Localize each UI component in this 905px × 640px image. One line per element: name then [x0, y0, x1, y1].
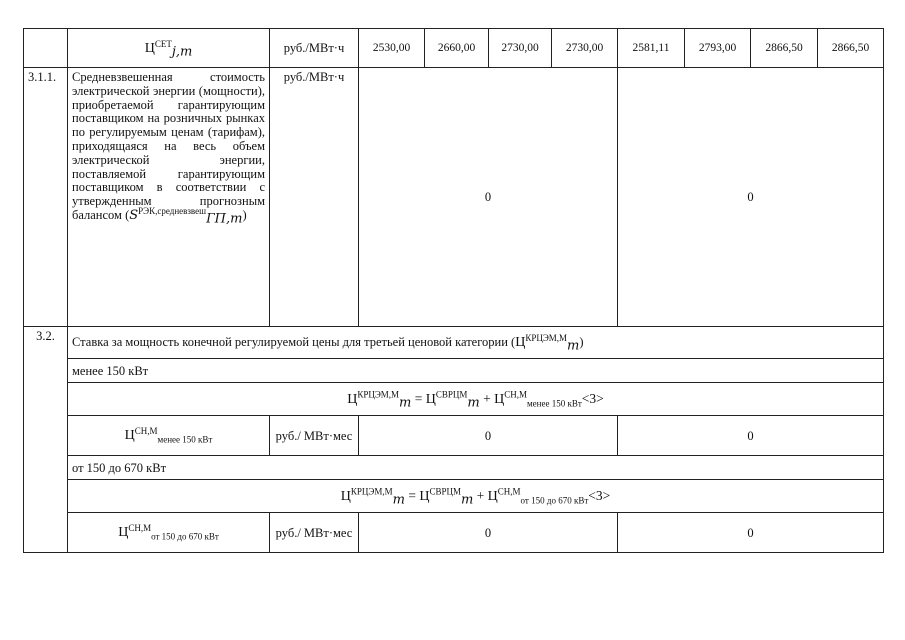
row-number: 3.1.1.	[24, 68, 68, 327]
table-row	[24, 327, 884, 359]
value-cell: 2866,50	[751, 29, 818, 68]
unit-cell: руб./МВт·ч	[270, 29, 359, 68]
value-cell: 2581,11	[618, 29, 685, 68]
section-title-sub: m	[567, 338, 580, 354]
table-row	[24, 513, 884, 553]
description-symbol-sup: РЭК,средневзвеш	[138, 205, 207, 216]
section-title-sup: КРЦЭМ,М	[525, 332, 568, 343]
row-number: 3.2.	[24, 327, 68, 553]
value-cell: 2660,00	[425, 29, 489, 68]
unit-cell: руб./ МВт·мес	[270, 416, 359, 456]
group-label: менее 150 кВт	[68, 359, 884, 383]
table-row	[24, 480, 884, 513]
symbol: Ц	[144, 40, 155, 56]
table-row	[24, 383, 884, 416]
table-row	[24, 359, 884, 383]
value-cell: 0	[618, 68, 884, 327]
table-row	[24, 68, 884, 327]
value-cell: 2530,00	[359, 29, 425, 68]
section-title	[68, 327, 884, 359]
description-symbol-sub: ГП,m	[206, 211, 243, 227]
value-cell: 0	[618, 513, 884, 553]
group-label: от 150 до 670 кВт	[68, 456, 884, 480]
section-title-text: Ставка за мощность конечной регулируемой цены для третьей ценовой категории (	[72, 335, 516, 349]
value-cell: 2866,50	[818, 29, 884, 68]
section-title-symbol: Ц	[515, 335, 526, 350]
description-end: )	[242, 207, 247, 222]
symbol-cell: $Ц^{СН,М}_{от 150 до 670 кВт}$	[68, 513, 270, 553]
unit-cell: руб./ МВт·мес	[270, 513, 359, 553]
description-cell	[68, 68, 270, 327]
value-cell: 0	[618, 416, 884, 456]
value-cell: 2730,00	[552, 29, 618, 68]
symbol-sub: j,m	[171, 44, 193, 59]
value-cell: 0	[359, 68, 618, 327]
value-cell: 2793,00	[685, 29, 751, 68]
value-cell: 0	[359, 416, 618, 456]
section-title-end: )	[579, 335, 584, 349]
description-text: Средневзвешенная стоимость электрической энергии (мощности), приобретаемой гарантирующим поставщиком на розничных рынках по регулируемым ценам (тарифам), приходящаяся на весь объем электрической энергии, поставляемой гарантирующим поставщиком в соответствии с утвержденным прогнозным балансом (	[72, 70, 265, 222]
formula: $Ц^{КРЦЭМ,М}_m = Ц^{СВРЦМ}_m + Ц^{СН,М}_{менее 150 кВт}<3>$	[68, 383, 884, 416]
value-cell: 0	[359, 513, 618, 553]
symbol-sup: СЕТ	[154, 38, 172, 49]
row-number	[24, 29, 68, 68]
description-symbol: S	[129, 207, 139, 223]
value-cell: 2730,00	[489, 29, 552, 68]
table-row	[24, 416, 884, 456]
table-row	[24, 29, 884, 68]
unit-cell: руб./МВт·ч	[270, 68, 359, 327]
tariff-table	[23, 28, 884, 553]
symbol-cell	[68, 29, 270, 68]
symbol-cell: $Ц^{СН,М}_{менее 150 кВт}$	[68, 416, 270, 456]
formula: $Ц^{КРЦЭМ,М}_m = Ц^{СВРЦМ}_m + Ц^{СН,М}_{от 150 до 670 кВт}<3>$	[68, 480, 884, 513]
table-row	[24, 456, 884, 480]
